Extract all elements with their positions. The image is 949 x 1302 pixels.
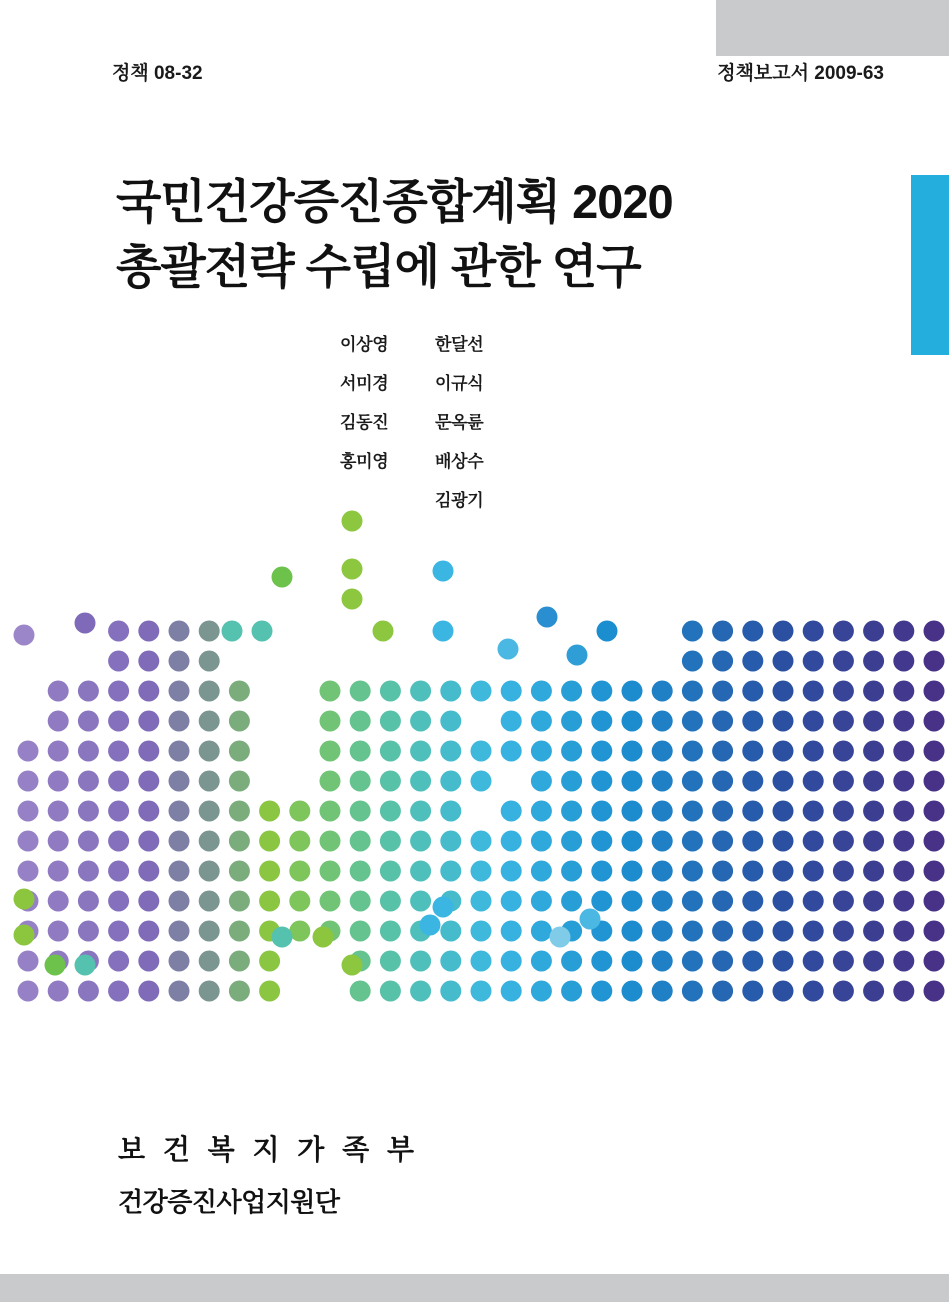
author-name: 문옥륜	[435, 413, 484, 432]
top-right-gray-block	[716, 0, 949, 56]
author-row	[340, 369, 600, 394]
author-row	[340, 408, 600, 433]
author-name: 김광기	[435, 491, 484, 510]
title-line-2: 총괄전략 수립에 관한 연구	[116, 239, 641, 293]
author-name: 김동진	[340, 413, 389, 432]
publisher-name: 보 건 복 지 가 족 부	[118, 1134, 420, 1165]
author-name: 이상영	[340, 335, 389, 354]
right-cyan-accent-bar	[911, 175, 949, 355]
policy-code-left: 정책 08-32	[112, 63, 203, 84]
publisher-block	[118, 1128, 419, 1219]
report-code-right: 정책보고서 2009-63	[717, 63, 884, 84]
bottom-gray-band	[0, 1274, 949, 1302]
dot-pattern-graphic	[0, 495, 949, 1025]
author-name: 홍미영	[340, 452, 389, 471]
author-name: 배상수	[435, 452, 484, 471]
page-title	[116, 170, 836, 300]
author-name: 이규식	[435, 374, 484, 393]
publisher-division: 건강증진사업지원단	[118, 1187, 340, 1217]
author-row	[340, 330, 600, 355]
title-line-1: 국민건강증진종합계획 2020	[116, 175, 673, 228]
author-row	[340, 447, 600, 472]
author-name: 한달선	[435, 335, 484, 354]
author-name: 서미경	[340, 374, 389, 393]
